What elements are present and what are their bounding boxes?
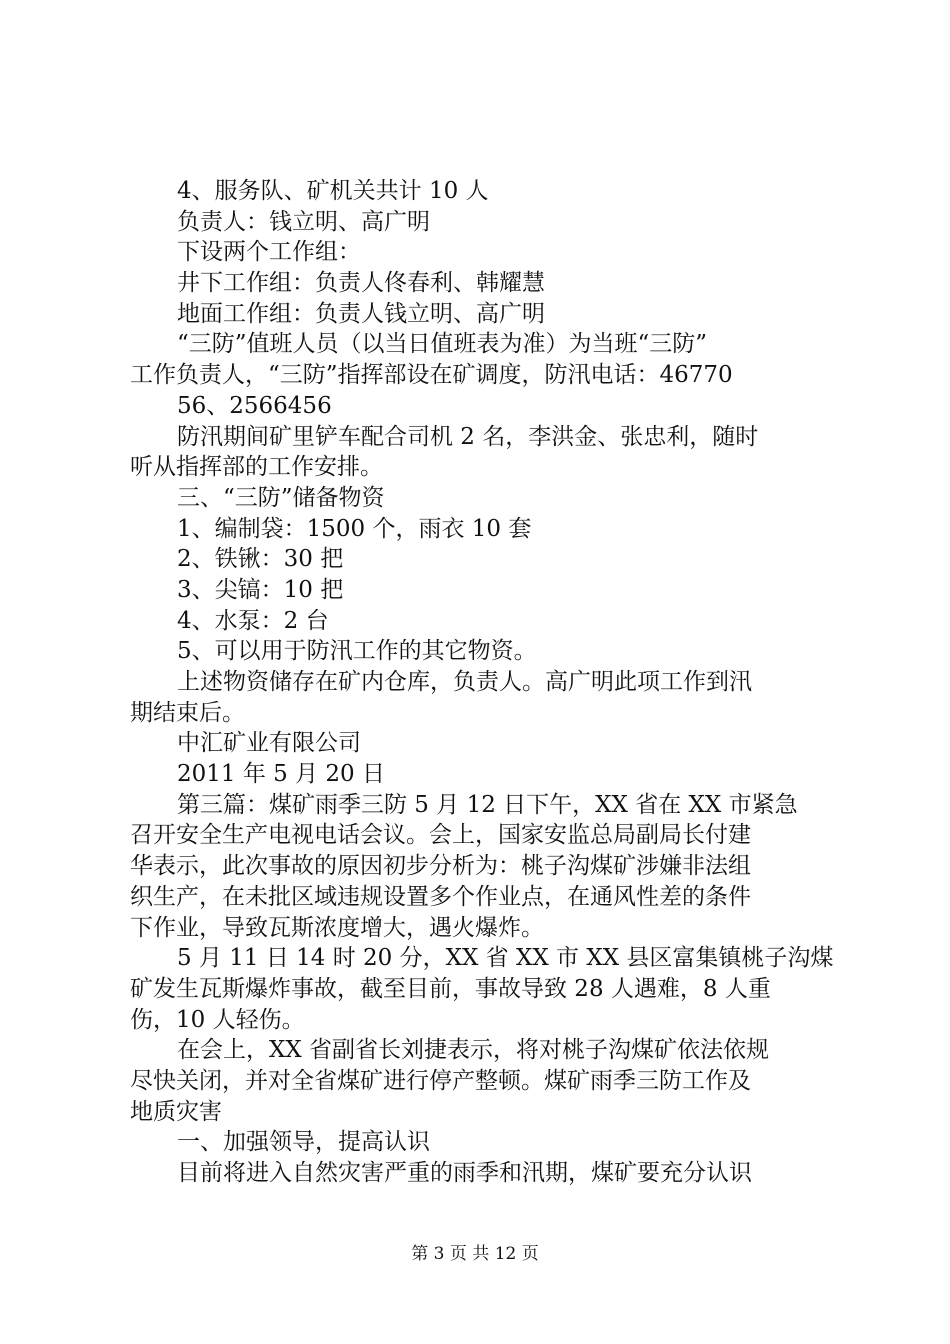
document-line: “三防”值班人员（以当日值班表为准）为当班“三防”: [177, 331, 708, 358]
document-line: 一、加强领导，提高认识: [177, 1129, 430, 1156]
document-line: 伤，10 人轻伤。: [130, 1006, 305, 1033]
document-line: 下作业，导致瓦斯浓度增大，遇火爆炸。: [130, 914, 544, 941]
document-line: 在会上，XX 省副省长刘捷表示，将对桃子沟煤矿依法依规: [177, 1037, 770, 1064]
document-line: 中汇矿业有限公司: [177, 730, 361, 757]
document-line: 井下工作组：负责人佟春利、韩耀慧: [177, 270, 545, 297]
document-line: 召开安全生产电视电话会议。会上，国家安监总局副局长付建: [130, 822, 751, 849]
document-line: 5 月 11 日 14 时 20 分，XX 省 XX 市 XX 县区富集镇桃子沟煤: [177, 945, 834, 972]
document-line: 织生产，在未批区域违规设置多个作业点，在通风性差的条件: [130, 883, 751, 910]
document-line: 负责人：钱立明、高广明: [177, 208, 430, 235]
document-line: 3、尖镐：10 把: [177, 576, 344, 603]
document-line: 1、编制袋：1500 个，雨衣 10 套: [177, 515, 532, 542]
document-line: 5、可以用于防汛工作的其它物资。: [177, 638, 537, 665]
document-line: 目前将进入自然灾害严重的雨季和汛期，煤矿要充分认识: [177, 1160, 752, 1186]
document-line: 56、2566456: [177, 392, 332, 419]
document-line: 4、水泵：2 台: [177, 607, 329, 634]
document-line: 下设两个工作组：: [177, 239, 361, 266]
document-line: 工作负责人，“三防”指挥部设在矿调度，防汛电话：46770: [130, 362, 733, 389]
document-line: 听从指挥部的工作安排。: [130, 454, 383, 481]
document-line: 矿发生瓦斯爆炸事故，截至目前，事故导致 28 人遇难，8 人重: [130, 975, 771, 1002]
page-footer: 第 3 页 共 12 页: [411, 1244, 539, 1264]
document-line: 地质灾害: [130, 1098, 222, 1125]
document-line: 华表示，此次事故的原因初步分析为：桃子沟煤矿涉嫌非法组: [130, 853, 751, 880]
document-line: 期结束后。: [130, 699, 245, 726]
document-line: 地面工作组：负责人钱立明、高广明: [177, 300, 545, 327]
document-line: 第三篇：煤矿雨季三防 5 月 12 日下午，XX 省在 XX 市紧急: [177, 791, 798, 818]
document-line: 防汛期间矿里铲车配合司机 2 名，李洪金、张忠利，随时: [177, 423, 759, 450]
document-body: [130, 176, 836, 1189]
document-line: 2011 年 5 月 20 日: [177, 761, 385, 788]
document-line: 2、铁锹：30 把: [177, 546, 344, 573]
document-line: 上述物资储存在矿内仓库，负责人。高广明此项工作到汛: [177, 669, 752, 695]
document-line: 4、服务队、矿机关共计 10 人: [177, 178, 489, 204]
document-line: 尽快关闭，并对全省煤矿进行停产整顿。煤矿雨季三防工作及: [130, 1067, 751, 1094]
document-line: 三、“三防”储备物资: [177, 484, 385, 511]
